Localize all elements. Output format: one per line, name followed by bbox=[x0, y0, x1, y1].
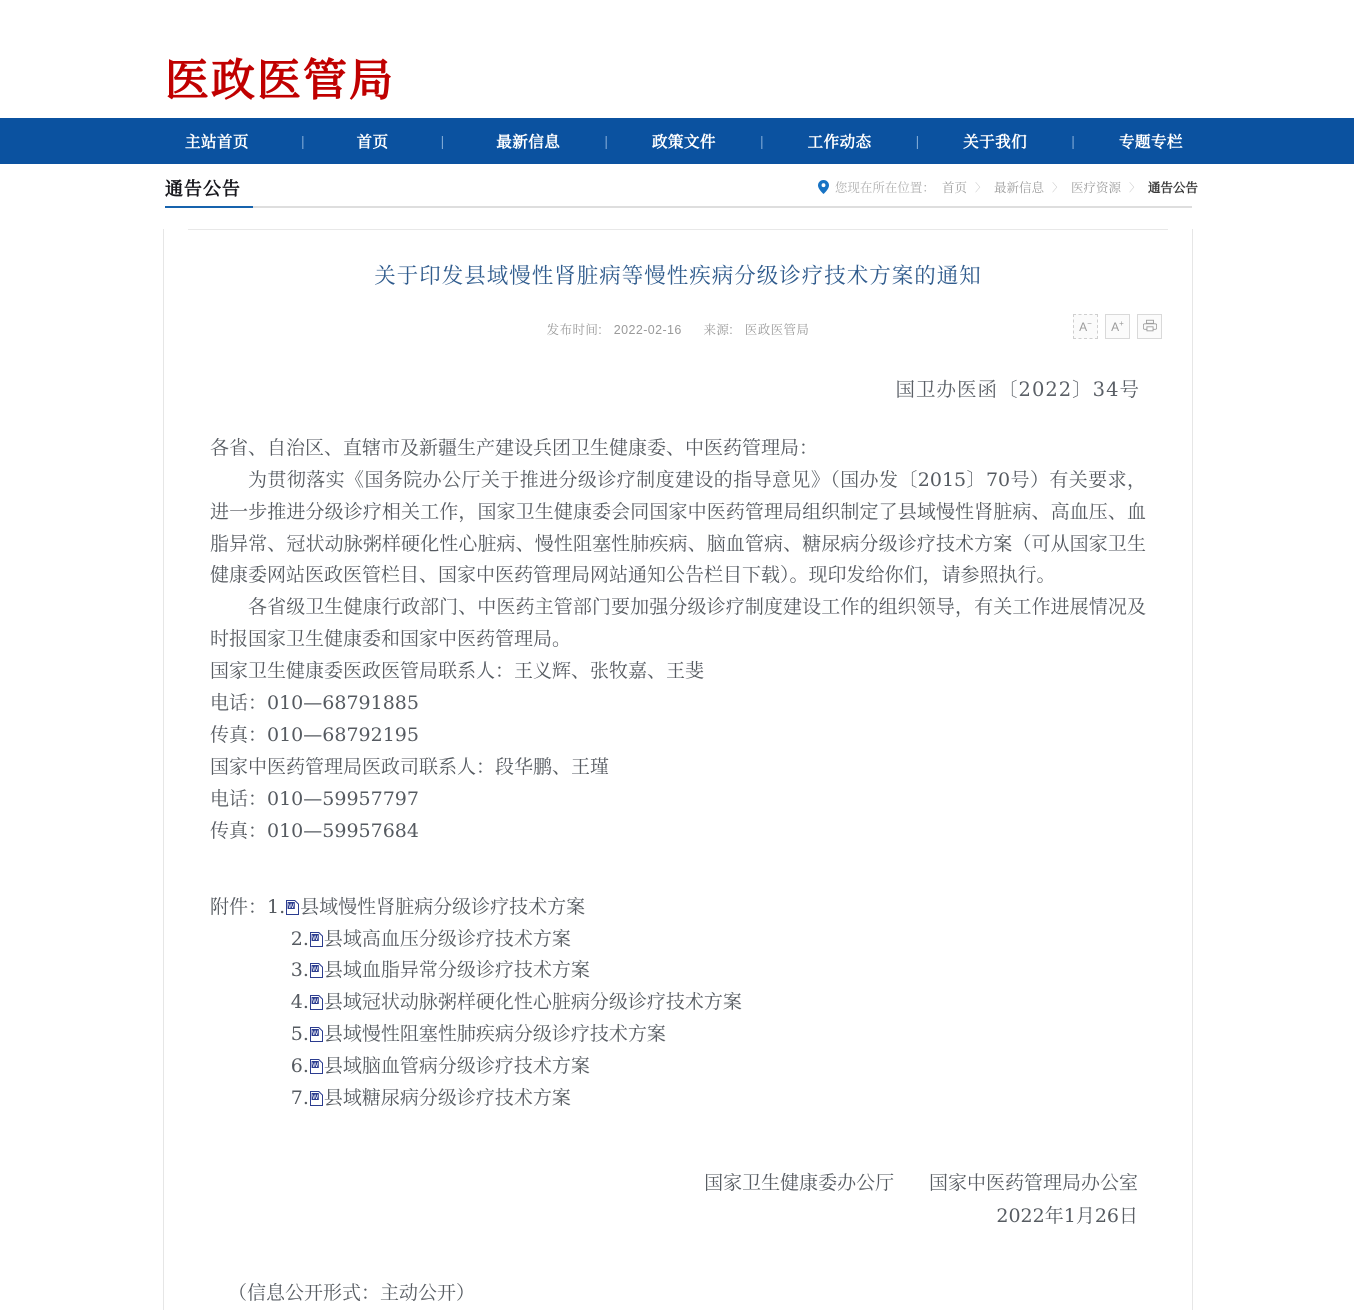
main-navigation bbox=[0, 118, 1354, 164]
article-meta-row bbox=[188, 310, 1168, 352]
attachment-number: 1. bbox=[267, 895, 286, 918]
map-pin-icon bbox=[818, 180, 829, 194]
svg-text:W: W bbox=[311, 997, 319, 1006]
signature-offices bbox=[210, 1167, 1138, 1200]
word-document-icon bbox=[310, 926, 323, 941]
nav-item-special-columns[interactable]: 专题专栏 bbox=[1118, 134, 1183, 151]
font-increase-icon: A+ bbox=[1111, 319, 1124, 335]
attachment-number: 6. bbox=[290, 1055, 309, 1078]
body-paragraph-2: 各省级卫生健康行政部门、中医药主管部门要加强分级诊疗制度建设工作的组织领导，有关工作进展情况及时报国家卫生健康委和国家中医药管理局。 bbox=[210, 596, 1146, 651]
attachment-number: 5. bbox=[290, 1023, 309, 1046]
attachment-link[interactable]: 县域糖尿病分级诊疗技术方案 bbox=[323, 1087, 571, 1110]
contact-phone-1: 电话：010—68791885 bbox=[210, 692, 419, 715]
word-document-icon bbox=[310, 957, 323, 972]
nav-separator: | bbox=[759, 133, 764, 149]
word-document-icon bbox=[310, 1053, 323, 1068]
attachment-number: 4. bbox=[290, 991, 309, 1014]
nav-separator: | bbox=[604, 133, 608, 149]
nav-item-main-home[interactable]: 主站首页 bbox=[185, 134, 250, 151]
nav-separator: | bbox=[1071, 133, 1075, 149]
source-label: 来源: bbox=[703, 323, 734, 338]
attachment-link[interactable]: 县域脑血管病分级诊疗技术方案 bbox=[323, 1055, 590, 1078]
word-document-icon bbox=[286, 894, 299, 909]
breadcrumb-item-medical-resources[interactable]: 医疗资源 bbox=[1070, 181, 1121, 195]
document-number: 国卫办医函〔2022〕34号 bbox=[895, 378, 1140, 402]
page-title: 通告公告 bbox=[165, 179, 241, 199]
nav-separator: | bbox=[301, 133, 305, 149]
attachment-number: 7. bbox=[290, 1087, 309, 1110]
signature-block bbox=[210, 1167, 1146, 1232]
svg-text:W: W bbox=[311, 933, 319, 942]
contact-fax-1: 传真：010—68792195 bbox=[210, 724, 419, 746]
nav-item-latest-info[interactable]: 最新信息 bbox=[496, 134, 561, 151]
publish-time-label: 发布时间: bbox=[546, 323, 603, 338]
article-body bbox=[210, 374, 1146, 1310]
nav-item-about-us[interactable]: 关于我们 bbox=[963, 134, 1028, 151]
content-panel bbox=[163, 229, 1193, 1310]
attachment-item bbox=[210, 1051, 1146, 1083]
disclosure-note: （信息公开形式：主动公开） bbox=[228, 1282, 476, 1305]
signature-office-health: 国家卫生健康委办公厅 bbox=[704, 1171, 895, 1194]
source-value: 医政医管局 bbox=[744, 323, 810, 338]
section-bar bbox=[0, 164, 1354, 217]
svg-text:W: W bbox=[288, 901, 295, 910]
attachment-link[interactable]: 县域慢性肾脏病分级诊疗技术方案 bbox=[300, 895, 586, 918]
attachments-label: 附件： bbox=[210, 895, 268, 918]
attachment-number: 3. bbox=[290, 959, 309, 982]
attachment-link[interactable]: 县域高血压分级诊疗技术方案 bbox=[323, 927, 571, 950]
article-tools bbox=[1073, 314, 1162, 339]
article-title: 关于印发县域慢性肾脏病等慢性疾病分级诊疗技术方案的通知 bbox=[374, 264, 982, 289]
body-paragraph-1: 为贯彻落实《国务院办公厅关于推进分级诊疗制度建设的指导意见》（国办发〔2015〕70号）有关要求，进一步推进分级诊疗相关工作，国家卫生健康委会同国家中医药管理局组织制定了县域慢性肾脏病、高血压、血脂异常、冠状动脉粥样硬化性心脏病、慢性阻塞性肺疾病、脑血管病、糖尿病分级诊疗技术方案（可从国家卫生健康委网站医政医管栏目、国家中医药管理局网站通知公告栏目下载）。现印发给你们，请参照执行。 bbox=[210, 468, 1146, 587]
printer-icon bbox=[1143, 319, 1157, 335]
breadcrumb-arrow: 〉 bbox=[1051, 182, 1063, 194]
nav-separator: | bbox=[440, 133, 445, 149]
publish-date: 2022-02-16 bbox=[613, 323, 682, 338]
breadcrumb-item-current: 通告公告 bbox=[1147, 181, 1198, 195]
svg-text:W: W bbox=[311, 1061, 319, 1070]
attachment-number: 2. bbox=[290, 927, 309, 950]
svg-text:W: W bbox=[311, 1093, 319, 1102]
attachment-link[interactable]: 县域慢性阻塞性肺疾病分级诊疗技术方案 bbox=[323, 1023, 666, 1046]
section-divider-accent bbox=[165, 206, 253, 208]
attachment-item bbox=[210, 1019, 1146, 1051]
contact-line-tcm-administration: 国家中医药管理局医政司联系人：段华鹏、王瑾 bbox=[210, 755, 610, 778]
attachment-link[interactable]: 县域血脂异常分级诊疗技术方案 bbox=[323, 959, 590, 982]
svg-text:W: W bbox=[311, 965, 319, 974]
attachments-list bbox=[210, 892, 1146, 1115]
word-document-icon bbox=[310, 1085, 323, 1100]
signature-date: 2022年1月26日 bbox=[996, 1204, 1138, 1227]
article-meta bbox=[188, 310, 1168, 338]
breadcrumb-item-latest-info[interactable]: 最新信息 bbox=[993, 181, 1044, 195]
breadcrumb bbox=[818, 178, 1198, 196]
print-button[interactable] bbox=[1137, 314, 1162, 339]
font-decrease-button[interactable] bbox=[1073, 314, 1098, 339]
nav-item-policy-docs[interactable]: 政策文件 bbox=[651, 134, 716, 151]
attachment-item bbox=[210, 987, 1146, 1019]
word-document-icon bbox=[310, 989, 323, 1004]
attachment-link[interactable]: 县域冠状动脉粥样硬化性心脏病分级诊疗技术方案 bbox=[323, 991, 742, 1014]
nav-separator: | bbox=[915, 133, 920, 149]
breadcrumb-arrow: 〉 bbox=[1128, 182, 1140, 194]
attachment-item bbox=[210, 924, 1146, 956]
nav-item-home[interactable]: 首页 bbox=[356, 134, 389, 151]
signature-office-tcm: 国家中医药管理局办公室 bbox=[928, 1171, 1138, 1194]
attachment-item bbox=[210, 955, 1146, 987]
breadcrumb-item-home[interactable]: 首页 bbox=[941, 181, 967, 195]
contact-phone-2: 电话：010—59957797 bbox=[210, 787, 419, 810]
contact-line-health-commission: 国家卫生健康委医政医管局联系人：王义辉、张牧嘉、王斐 bbox=[210, 660, 705, 683]
contact-fax-2: 传真：010—59957684 bbox=[210, 819, 419, 842]
attachment-item bbox=[210, 892, 1146, 924]
body-paragraph-salutation: 各省、自治区、直辖市及新疆生产建设兵团卫生健康委、中医药管理局： bbox=[210, 436, 819, 459]
svg-text:W: W bbox=[311, 1029, 319, 1038]
word-document-icon bbox=[310, 1021, 323, 1036]
site-logo[interactable]: 医政医管局 bbox=[165, 55, 395, 106]
nav-item-work-updates[interactable]: 工作动态 bbox=[807, 134, 872, 151]
section-divider bbox=[165, 206, 1192, 208]
attachment-item bbox=[210, 1083, 1146, 1115]
site-header bbox=[0, 0, 1354, 118]
breadcrumb-label: 您现在所在位置： bbox=[834, 181, 935, 195]
breadcrumb-arrow: 〉 bbox=[974, 182, 986, 194]
font-decrease-icon: A− bbox=[1079, 319, 1092, 335]
font-increase-button[interactable] bbox=[1105, 314, 1130, 339]
